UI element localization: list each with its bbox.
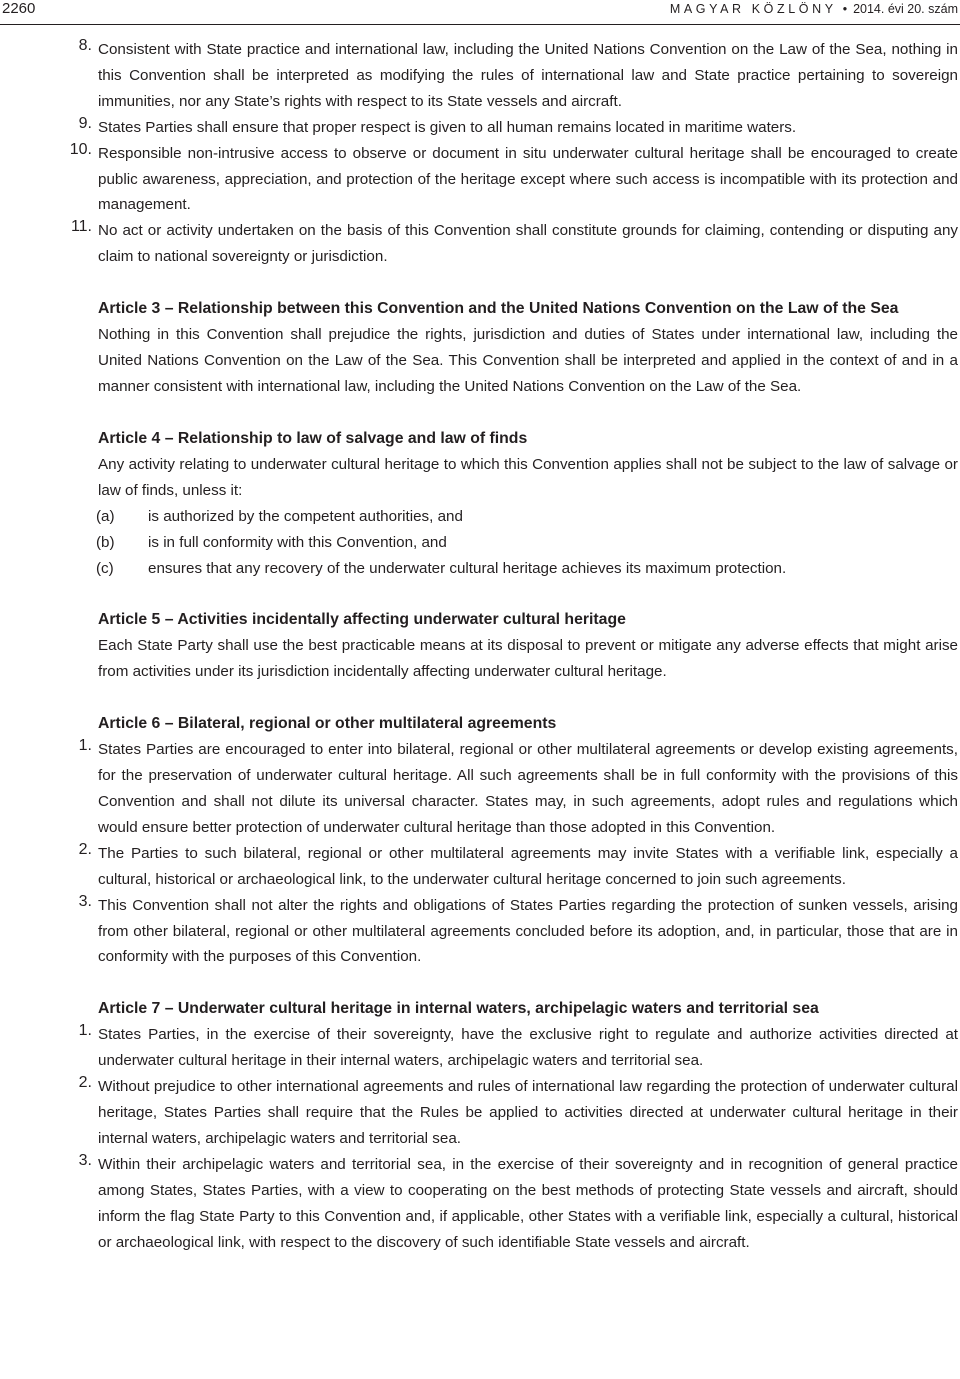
numbered-paragraph [0, 1152, 960, 1256]
article-heading: Article 6 – Bilateral, regional or other multilateral agreements [98, 715, 557, 733]
paragraph-text: Without prejudice to other international agreements and rules of international law regarding the protection of underwater cultural heritage, States Parties shall require that the Rules be applied to activities directed at underwater cultural heritage in their internal waters, archipelagic waters and territorial sea. [98, 1078, 958, 1147]
page-header [0, 0, 960, 25]
paragraph-number: 2. [78, 840, 92, 858]
numbered-paragraph [0, 1074, 960, 1152]
paragraph-text: States Parties, in the exercise of their sovereignty, have the exclusive right to regulate and authorize activities directed at underwater cultural heritage in their internal waters, archipelagic waters and territorial sea. [98, 1026, 958, 1070]
numbered-paragraph [0, 1022, 960, 1074]
paragraph-text: The Parties to such bilateral, regional or other multilateral agreements may invite States with a verifiable link, especially a cultural, historical or archaeological link, to the underwater cultural heritage concerned to join such agreements. [98, 844, 958, 888]
article-heading: Article 5 – Activities incidentally affecting underwater cultural heritage [98, 611, 626, 629]
paragraph-text: States Parties shall ensure that proper respect is given to all human remains located in maritime waters. [98, 118, 797, 136]
article-body: Each State Party shall use the best practicable means at its disposal to prevent or mitigate any adverse effects that might arise from activities under its jurisdiction incidentally affecting underwater cultural heritage. [98, 637, 958, 681]
issue-info: 2014. évi 20. szám [853, 2, 958, 16]
article-heading: Article 7 – Underwater cultural heritage in internal waters, archipelagic waters and territorial sea [98, 1000, 819, 1018]
numbered-paragraph [0, 37, 960, 115]
sub-item-text: ensures that any recovery of the underwater cultural heritage achieves its maximum protection. [148, 559, 787, 577]
paragraph-number: 2. [78, 1074, 92, 1092]
paragraph-number: 11. [70, 218, 92, 236]
document-body [0, 37, 960, 1256]
paragraph-text: No act or activity undertaken on the basis of this Convention shall constitute grounds for claiming, contending or disputing any claim to national sovereignty or jurisdiction. [98, 222, 958, 266]
sub-item-label: (c) [96, 559, 114, 577]
paragraph-number: 10. [69, 140, 92, 158]
paragraph-text: Within their archipelagic waters and territorial sea, in the exercise of their sovereignty and in recognition of general practice among States, States Parties, with a view to cooperating on the best methods of protecting State vessels and aircraft, should inform the flag State Party to this Convention and, if applicable, other States with a verifiable link, especially a cultural, historical or archaeological link, with respect to the discovery of such identifiable State vessels and aircraft. [98, 1155, 958, 1251]
paragraph-text: Consistent with State practice and international law, including the United Nations Convention on the Law of the Sea, nothing in this Convention shall be interpreted as modifying the rules of international law and State practice pertaining to sovereign immunities, nor any State’s rights with respect to its State vessels and aircraft. [98, 41, 958, 110]
sub-item-label: (b) [96, 533, 115, 551]
sub-item [0, 556, 960, 582]
paragraph-text: States Parties are encouraged to enter into bilateral, regional or other multilateral agreements or develop existing agreements, for the preservation of underwater cultural heritage. All such agreements shall be in full conformity with the provisions of this Convention and shall not dilute its universal character. States may, in such agreements, adopt rules and regulations which would ensure better protection of underwater cultural heritage than those adopted in this Convention. [98, 741, 958, 836]
paragraph-text: This Convention shall not alter the rights and obligations of States Parties regarding the protection of sunken vessels, arising from other bilateral, regional or other multilateral agreements concluded before its adoption, and, in particular, those that are in conformity with the purposes of this Convention. [98, 896, 958, 966]
paragraph-number: 9. [78, 114, 92, 132]
sub-item [0, 504, 960, 530]
page-number: 2260 [2, 0, 36, 17]
article-6 [0, 711, 960, 970]
article-body: Any activity relating to underwater cultural heritage to which this Convention applies shall not be subject to the law of salvage or law of finds, unless it: [98, 455, 958, 499]
sub-item [0, 530, 960, 556]
paragraph-number: 1. [78, 1022, 92, 1040]
header-separator: • [842, 2, 848, 16]
numbered-paragraph [0, 115, 960, 141]
paragraph-number: 3. [78, 892, 92, 910]
article-3 [0, 296, 960, 400]
paragraph-number: 1. [78, 737, 92, 755]
article-4 [0, 426, 960, 582]
numbered-paragraph [0, 141, 960, 219]
journal-title: MAGYAR KÖZLÖNY [669, 2, 837, 16]
sub-item-text: is authorized by the competent authorities, and [148, 507, 463, 525]
paragraph-number: 8. [78, 37, 92, 54]
article-5 [0, 607, 960, 685]
numbered-paragraph [0, 737, 960, 841]
numbered-paragraph [0, 893, 960, 971]
running-head [670, 2, 958, 16]
numbered-paragraph [0, 218, 960, 270]
article-heading: Article 4 – Relationship to law of salvage and law of finds [98, 429, 528, 447]
article-heading: Article 3 – Relationship between this Convention and the United Nations Convention on the Law of the Sea [98, 300, 899, 318]
numbered-paragraph [0, 841, 960, 893]
continued-paragraphs [0, 37, 960, 270]
sub-item-label: (a) [96, 507, 115, 525]
article-body: Nothing in this Convention shall prejudice the rights, jurisdiction and duties of States under international law, including the United Nations Convention on the Law of the Sea. This Convention shall be interpreted and applied in the context of and in a manner consistent with international law, including the United Nations Convention on the Law of the Sea. [98, 326, 958, 395]
article-7 [0, 996, 960, 1255]
paragraph-text: Responsible non-intrusive access to observe or document in situ underwater cultural heritage shall be encouraged to create public awareness, appreciation, and protection of the heritage except where such access is incompatible with its protection and management. [98, 144, 958, 214]
paragraph-number: 3. [78, 1151, 92, 1169]
sub-item-text: is in full conformity with this Convention, and [148, 533, 447, 551]
